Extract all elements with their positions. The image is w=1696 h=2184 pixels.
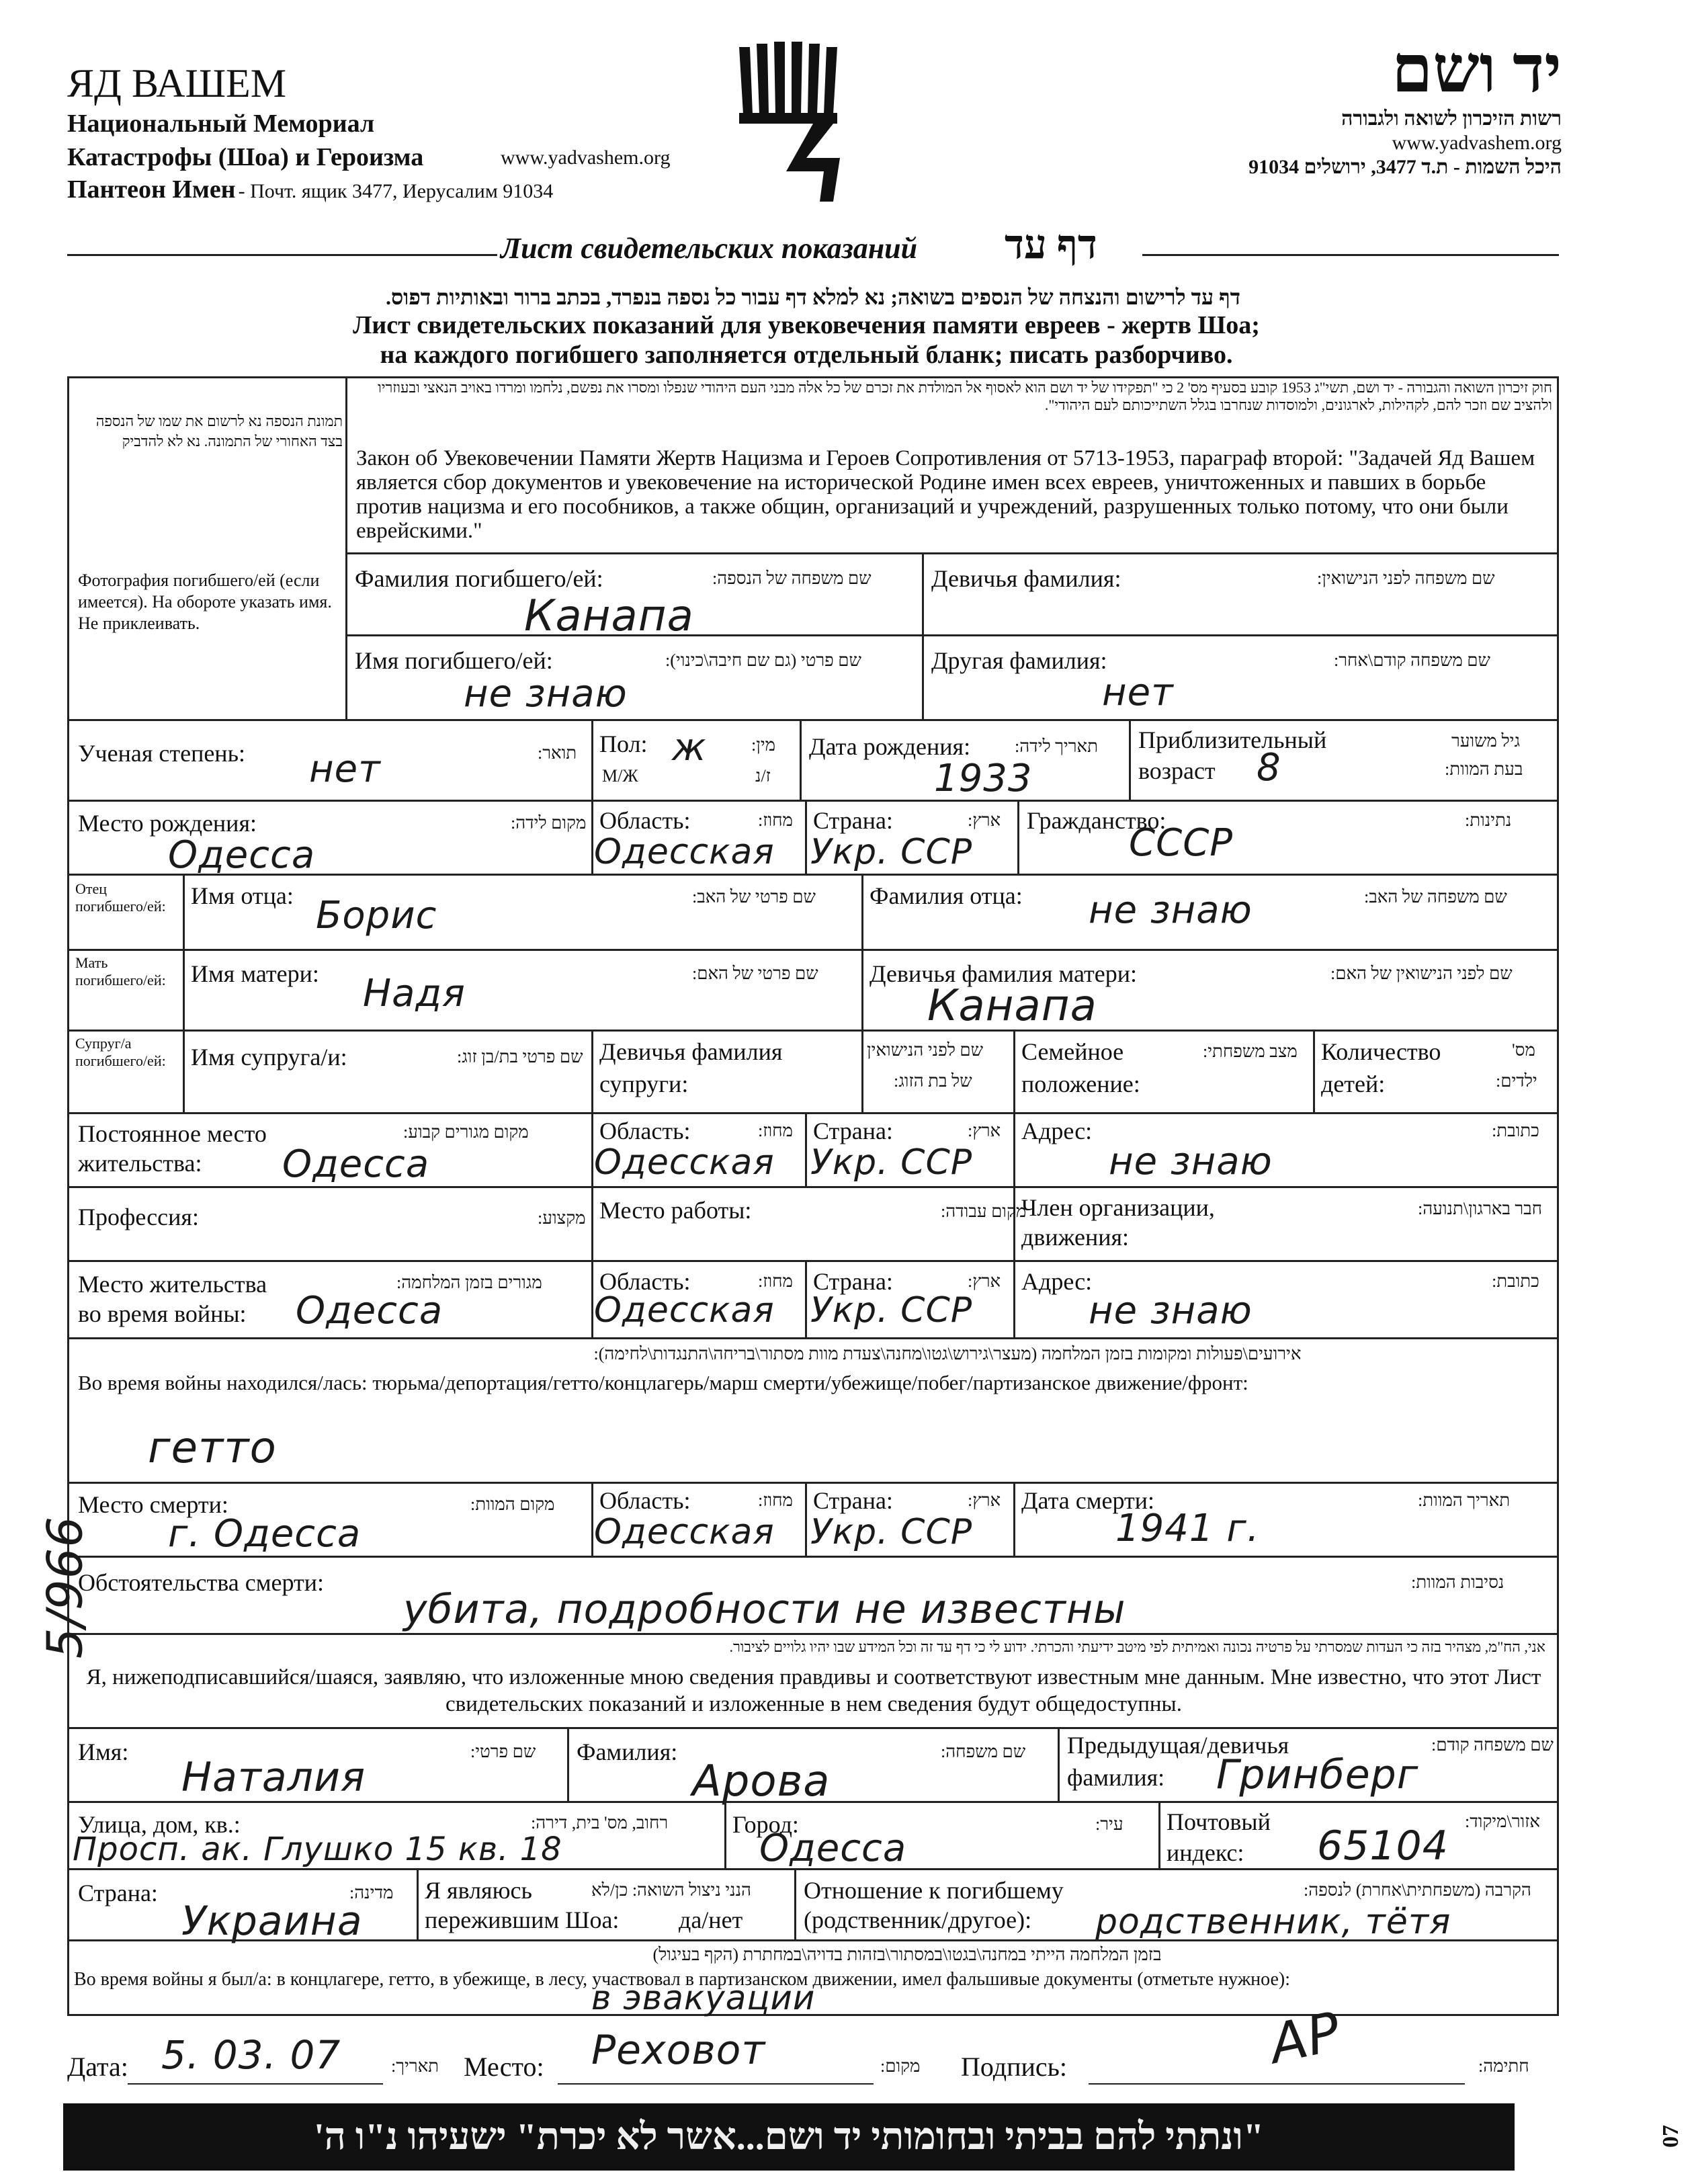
sign-signature-label: Подпись: xyxy=(961,2052,1068,2082)
sign-place-label-he: מקום: xyxy=(880,2056,921,2076)
death-region-label-he: מחוז: xyxy=(758,1490,793,1510)
row-line xyxy=(67,1556,1559,1558)
relation-label-1: Отношение к погибшему xyxy=(804,1877,1064,1904)
age-label-he-1: גיל משוער xyxy=(1451,731,1521,751)
member-label-he: חבר בארגון\תנועה: xyxy=(1418,1199,1543,1218)
col-line xyxy=(1129,719,1131,800)
death-country-value: Укр. ССР xyxy=(810,1512,973,1552)
col-line xyxy=(567,1727,569,1801)
member-label-1: Член организации, xyxy=(1021,1194,1215,1221)
birthplace-label: Место рождения: xyxy=(78,810,257,837)
col-line xyxy=(794,1868,796,1939)
sex-sub-label: М/Ж xyxy=(602,766,638,786)
workplace-label-he: מקום עבודה: xyxy=(941,1202,1027,1221)
residence-region-label: Область: xyxy=(599,1118,691,1144)
relation-value: родственник, тётя xyxy=(1095,1902,1451,1942)
wartime-address-value: не знаю xyxy=(1089,1289,1253,1333)
submitter-surname-label-he: שם משפחה: xyxy=(941,1742,1026,1761)
title-rule-left xyxy=(67,254,497,256)
side-archive-number: 5/966 xyxy=(36,1515,93,1659)
wartime-events-label: Во время войны находился/лась: тюрьма/депортация/гетто/концлагерь/марш смерти/убежище/побег/партизанское движение/фронт: xyxy=(78,1371,1248,1394)
death-region-value: Одесская xyxy=(594,1512,775,1552)
instructions-ru-2: на каждого погибшего заполняется отдельный бланк; писать разборчиво. xyxy=(380,341,1233,369)
instructions-he: דף עד לרישום והנצחה של הנספים בשואה; נא למלא דף עבור כל נספה בנפרד, בכתב ברור ובאותיות דפוס. xyxy=(385,285,1241,309)
citizenship-value: СССР xyxy=(1129,821,1234,865)
residence-address-label-he: כתובת: xyxy=(1492,1121,1539,1140)
wartime-label-he: מגורים בזמן המלחמה: xyxy=(396,1273,542,1292)
father-surname-label-he: שם משפחה של האב: xyxy=(1364,887,1507,907)
spouse-maiden-label-he-2: של בת הזוג: xyxy=(894,1071,972,1091)
row-line xyxy=(67,1112,1559,1114)
family-status-label-1: Семейное xyxy=(1021,1038,1124,1065)
title-rule-right xyxy=(1142,254,1559,256)
age-label-he-2: בעת המוות: xyxy=(1445,759,1523,779)
submitter-street-label-he: רחוב, מס' בית, דירה: xyxy=(531,1813,669,1833)
degree-label: Ученая степень: xyxy=(78,740,245,767)
col-line xyxy=(1058,1727,1060,1801)
submitter-surname-value: Арова xyxy=(692,1757,831,1806)
col-line xyxy=(417,1868,419,1939)
photo-divider xyxy=(345,376,347,719)
submitter-street-label: Улица, дом, кв.: xyxy=(78,1811,241,1838)
row-line xyxy=(67,1801,1559,1803)
submitter-war-label-he: בזמן המלחמה הייתי במחנה\בגטו\במסתור\בזהות בדויה\במחתרת (הקף בעיגול) xyxy=(652,1945,1162,1964)
residence-address-label: Адрес: xyxy=(1021,1118,1093,1144)
form-title-ru: Лист свидетельских показаний xyxy=(501,232,918,265)
birth-country-label-he: ארץ: xyxy=(968,810,1001,830)
sex-label-he: מין: xyxy=(751,735,776,755)
law-text-he: חוק זיכרון השואה והגבורה - יד ושם, תשי"ג 1953 קובע בסעיף מס' 2 כי "תפקידו של יד ושם הוא לאסוף אל המולדת את זכרם של כל אלה מבני העם היהודי שנפלו ומסרו את נפשם, נלחמו ומרדו באויב הנאצי ובעוזריו ולהציב שם וזכר להם, לקהילות, לארגונים, ולמוסדות שנחרבו בגלל השתייכותם לעם היהודי". xyxy=(378,379,1552,413)
instructions-ru-1: Лист свидетельских показаний для увековечения памяти евреев - жертв Шоа; xyxy=(353,311,1260,339)
row-line xyxy=(67,874,1559,876)
col-line xyxy=(1013,1030,1015,1112)
row-line xyxy=(67,1260,1559,1262)
row-line xyxy=(67,1633,1559,1635)
father-surname-value: не знаю xyxy=(1089,888,1253,932)
survivor-label-he: הנני ניצול השואה: כן/לא xyxy=(591,1880,752,1900)
row-line xyxy=(67,1868,1559,1870)
ru-url: www.yadvashem.org xyxy=(501,146,671,169)
submitter-city-label-he: עיר: xyxy=(1095,1814,1123,1834)
ru-org-title: ЯД ВАШЕМ xyxy=(67,61,287,106)
citizenship-label: Гражданство: xyxy=(1027,807,1167,834)
other-surname-value: нет xyxy=(1102,671,1174,714)
photo-instruction-ru: Фотография погибшего/ей (если имеется). На обороте указать имя. Не приклеивать. xyxy=(78,571,332,633)
wartime-label-1: Место жительства xyxy=(78,1271,267,1298)
survivor-options[interactable]: да/нет xyxy=(679,1906,743,1933)
he-org-line2: היכל השמות - ת.ד 3477, ירושלים 91034 xyxy=(1248,156,1562,178)
wartime-country-value: Укр. ССР xyxy=(810,1290,973,1331)
col-line xyxy=(1013,1482,1015,1556)
birth-region-value: Одесская xyxy=(594,832,775,872)
yad-vashem-logo-icon xyxy=(732,40,874,208)
residence-address-value: не знаю xyxy=(1109,1140,1273,1183)
residence-region-value: Одесская xyxy=(594,1142,775,1183)
birth-region-label-he: מחוז: xyxy=(758,810,793,830)
death-circ-label: Обстоятельства смерти: xyxy=(78,1569,324,1596)
col-line xyxy=(805,1260,807,1337)
residence-label-2: жительства: xyxy=(78,1150,202,1177)
death-region-label: Область: xyxy=(599,1487,691,1514)
residence-country-label: Страна: xyxy=(813,1118,893,1144)
signature-underline xyxy=(1089,2083,1465,2085)
victim-surname-label-he: שם משפחה של הנספה: xyxy=(712,569,872,588)
wartime-country-label-he: ארץ: xyxy=(968,1271,1001,1291)
submitter-street-value: Просп. ак. Глушко 15 кв. 18 xyxy=(73,1831,562,1868)
sign-date-label-he: תאריך: xyxy=(391,2056,439,2076)
submitter-city-value: Одесса xyxy=(759,1826,907,1870)
submitter-prev-value: Гринберг xyxy=(1216,1751,1419,1798)
death-place-value: г. Одесса xyxy=(168,1512,362,1556)
children-label-2: детей: xyxy=(1321,1070,1386,1097)
col-line xyxy=(805,1112,807,1186)
victim-surname-label: Фамилия погибшего/ей: xyxy=(355,565,603,592)
member-label-2: движения: xyxy=(1021,1224,1130,1251)
victim-name-value: не знаю xyxy=(464,672,628,716)
submitter-zip-label-he: אזור\מיקוד: xyxy=(1465,1812,1541,1831)
row-line xyxy=(67,1727,1559,1729)
row-line xyxy=(67,1337,1559,1339)
residence-country-value: Укр. ССР xyxy=(810,1142,973,1183)
death-date-label: Дата смерти: xyxy=(1021,1487,1155,1514)
birth-region-label: Область: xyxy=(599,807,691,834)
row-line xyxy=(67,1939,1559,1941)
other-surname-label-he: שם משפחה קודם\אחר: xyxy=(1334,650,1490,670)
age-label-2: возраст xyxy=(1138,757,1216,784)
he-url: www.yadvashem.org xyxy=(1392,132,1562,154)
spouse-name-label-he: שם פרטי בת/בן זוג: xyxy=(457,1047,583,1066)
col-line xyxy=(800,719,802,800)
survivor-label-2: пережившим Шоа: xyxy=(425,1906,620,1933)
submitter-country-value: Украина xyxy=(181,1898,363,1945)
death-place-label: Место смерти: xyxy=(78,1491,228,1518)
sign-place-underline xyxy=(558,2083,874,2085)
relation-label-he: הקרבה (משפחתית\אחרת) לנספה: xyxy=(1304,1880,1531,1900)
wartime-region-label-he: מחוז: xyxy=(758,1271,793,1291)
degree-label-he: תואר: xyxy=(538,743,577,763)
victim-name-label-he: שם פרטי (גם שם חיבה\כינוי): xyxy=(665,650,861,670)
victim-maiden-label: Девичья фамилия: xyxy=(931,565,1121,592)
death-country-label-he: ארץ: xyxy=(968,1490,1001,1510)
sign-place-label: Место: xyxy=(464,2052,544,2082)
submitter-country-label-he: מדינה: xyxy=(349,1883,394,1902)
mother-name-value: Надя xyxy=(363,972,466,1015)
col-line xyxy=(591,719,593,800)
workplace-label: Место работы: xyxy=(599,1197,752,1224)
mother-name-label: Имя матери: xyxy=(191,960,319,987)
profession-label: Профессия: xyxy=(78,1204,199,1230)
row-line xyxy=(345,552,1559,554)
ru-org-line1: Национальный Мемориал xyxy=(67,110,375,138)
col-line xyxy=(1013,1260,1015,1337)
mother-maiden-label: Девичья фамилия матери: xyxy=(870,960,1138,987)
col-line xyxy=(591,1482,593,1556)
submitter-zip-value: 65104 xyxy=(1317,1822,1449,1870)
submitter-city-label: Город: xyxy=(732,1811,799,1838)
submitter-zip-label-1: Почтовый xyxy=(1167,1808,1271,1835)
relation-label-2: (родственник/другое): xyxy=(804,1906,1032,1933)
victim-surname-value: Канапа xyxy=(524,591,694,641)
form-title-he: דף עד xyxy=(1005,222,1097,267)
submitter-war-label: Во время войны я был/а: в концлагере, гетто, в убежище, в лесу, участвовал в партизанском движении, имел фальшивые документы (отметьте нужное): xyxy=(74,1969,1291,1990)
row-line xyxy=(345,634,1559,636)
wartime-address-label-he: כתובת: xyxy=(1492,1271,1539,1291)
spouse-name-label: Имя супруга/и: xyxy=(191,1044,347,1070)
col-line xyxy=(1017,800,1019,874)
col-line xyxy=(861,874,863,1112)
birthplace-label-he: מקום לידה: xyxy=(511,813,587,833)
col-line xyxy=(591,800,593,874)
residence-label-he: מקום מגורים קבוע: xyxy=(403,1122,529,1142)
spouse-maiden-label-he-1: שם לפני הנישואין xyxy=(867,1040,984,1060)
birth-country-value: Укр. ССР xyxy=(810,832,973,872)
ru-org-line3-wrap xyxy=(67,175,553,204)
age-label-1: Приблизительный xyxy=(1138,726,1327,753)
signature-value: АР xyxy=(1264,2000,1347,2076)
death-country-label: Страна: xyxy=(813,1487,893,1514)
declaration-he: אני, הח"מ, מצהיר בזה כי העדות שמסרתי על פרטיה נכונה ואמיתית לפי מיטב ידיעתי והכרתי. ידוע לי כי דף עד זה וכל המידע שבו יהיו גלויים לציבור. xyxy=(729,1638,1545,1655)
spouse-maiden-label-1: Девичья фамилия xyxy=(599,1038,783,1065)
col-line xyxy=(591,1112,593,1186)
death-circ-label-he: נסיבות המוות: xyxy=(1411,1572,1504,1592)
he-org-title: יד ושם xyxy=(1392,34,1562,106)
spouse-maiden-label-2: супруги: xyxy=(599,1070,689,1097)
col-line xyxy=(591,1186,593,1260)
sign-date-underline xyxy=(128,2083,383,2085)
wartime-label-2: во время войны: xyxy=(78,1300,247,1327)
family-status-label-he: מצב משפחתי: xyxy=(1203,1042,1298,1061)
ru-org-line2: Катастрофы (Шоа) и Героизма xyxy=(67,143,424,171)
row-line xyxy=(67,1482,1559,1484)
sex-sub-label-he: ז/נ xyxy=(755,766,771,786)
birthdate-label-he: תאריך לידה: xyxy=(1015,737,1098,756)
wartime-country-label: Страна: xyxy=(813,1268,893,1295)
residence-country-label-he: ארץ: xyxy=(968,1121,1001,1140)
col-line xyxy=(591,1260,593,1337)
father-surname-label: Фамилия отца: xyxy=(870,882,1023,909)
residence-city-value: Одесса xyxy=(282,1142,430,1186)
father-side-label: Отец погибшего/ей: xyxy=(75,880,166,915)
photo-instruction-he: תמונת הנספה נא לרשום את שמו של הנספה בצד האחורי של התמונה. נא לא להדביק xyxy=(95,413,343,450)
citizenship-label-he: נתינות: xyxy=(1465,810,1512,830)
birthdate-label: Дата рождения: xyxy=(809,733,971,760)
col-line xyxy=(1158,1801,1160,1868)
submitter-country-label: Страна: xyxy=(78,1880,158,1906)
col-line xyxy=(1313,1030,1315,1112)
col-line xyxy=(805,800,807,874)
other-surname-label: Другая фамилия: xyxy=(931,647,1107,674)
submitter-name-value: Наталия xyxy=(181,1754,366,1801)
sign-place-value: Реховот xyxy=(591,2027,766,2074)
row-line xyxy=(67,1030,1559,1032)
death-circ-value: убита, подробности не известны xyxy=(403,1586,1126,1633)
death-place-label-he: מקום המוות: xyxy=(470,1495,555,1514)
children-label-he-1: מס' xyxy=(1512,1040,1535,1060)
row-line xyxy=(67,800,1559,802)
col-line xyxy=(805,1482,807,1556)
sign-date-label: Дата: xyxy=(67,2052,128,2082)
death-date-value: 1941 г. xyxy=(1115,1507,1260,1550)
degree-value: нет xyxy=(309,747,381,791)
mother-name-label-he: שם פרטי של האם: xyxy=(692,964,818,983)
wartime-city-value: Одесса xyxy=(296,1289,443,1333)
wartime-address-label: Адрес: xyxy=(1021,1268,1093,1295)
ru-org-line3: Пантеон Имен xyxy=(67,175,236,204)
victim-name-label: Имя погибшего/ей: xyxy=(355,647,553,674)
wartime-events-value: гетто xyxy=(148,1423,277,1473)
victim-maiden-label-he: שם משפחה לפני הנישואין: xyxy=(1317,569,1495,588)
submitter-zip-label-2: индекс: xyxy=(1167,1839,1244,1866)
sex-label: Пол: xyxy=(599,730,648,757)
spouse-side-label: Супруг/а погибшего/ей: xyxy=(75,1035,166,1069)
submitter-prev-label-1: Предыдущая/девичья xyxy=(1067,1732,1289,1759)
mother-maiden-value: Канапа xyxy=(927,981,1097,1031)
row-line xyxy=(67,719,1559,721)
residence-label-1: Постоянное место xyxy=(78,1120,267,1147)
he-org-line1: רשות הזיכרון לשואה ולגבורה xyxy=(1341,108,1562,130)
profession-label-he: מקצוע: xyxy=(538,1208,586,1228)
birth-country-label: Страна: xyxy=(813,807,893,834)
submitter-prev-label-he: שם משפחה קודם: xyxy=(1431,1735,1554,1755)
wartime-region-value: Одесская xyxy=(594,1290,775,1331)
sign-signature-label-he: חתימה: xyxy=(1478,2056,1529,2076)
birthdate-value: 1933 xyxy=(934,757,1033,800)
wartime-region-label: Область: xyxy=(599,1268,691,1295)
footer-corner-number: 07 xyxy=(1658,2125,1683,2148)
ru-org-address: - Почт. ящик 3477, Иерусалим 91034 xyxy=(238,180,554,202)
death-date-label-he: תאריך המוות: xyxy=(1418,1490,1511,1510)
col-line xyxy=(591,1030,593,1112)
col-line xyxy=(724,1801,726,1868)
children-label-1: Количество xyxy=(1321,1038,1441,1065)
father-name-value: Борис xyxy=(316,894,437,937)
submitter-prev-label-2: фамилия: xyxy=(1067,1764,1165,1791)
mother-side-label: Мать погибшего/ей: xyxy=(75,954,166,989)
submitter-surname-label: Фамилия: xyxy=(577,1738,678,1765)
declaration-ru: Я, нижеподписавшийся/шаяся, заявляю, что изложенные мною сведения правдивы и соответствуют известным мне данным. Мне известно, что этот Лист свидетельских показаний и изложенные в нем сведения будут общедоступны. xyxy=(86,1665,1541,1716)
survivor-label-1: Я являюсь xyxy=(425,1877,532,1904)
submitter-war-value: в эвакуации xyxy=(591,1978,816,2017)
residence-region-label-he: מחוז: xyxy=(758,1121,793,1140)
submitter-name-label: Имя: xyxy=(78,1738,129,1765)
submitter-name-label-he: שם פרטי: xyxy=(470,1742,536,1761)
family-status-label-2: положение: xyxy=(1021,1070,1140,1097)
father-name-label-he: שם פרטי של האב: xyxy=(692,887,816,907)
row-line xyxy=(67,1186,1559,1188)
father-name-label: Имя отца: xyxy=(191,882,294,909)
birthplace-value: Одесса xyxy=(168,833,316,877)
footer-quote-bar: "ונתתי להם בביתי ובחומותי יד ושם...אשר לא יכרת" ישעיהו נ"ו ה' xyxy=(63,2103,1515,2171)
sex-value: ж xyxy=(672,726,707,769)
age-value: 8 xyxy=(1257,746,1281,790)
row-line xyxy=(67,949,1559,951)
mother-maiden-label-he: שם לפני הנישואין של האם: xyxy=(1330,964,1513,983)
col-line xyxy=(183,874,185,1112)
law-text-ru: Закон об Увековечении Памяти Жертв Нацизма и Героев Сопротивления от 5713-1953, параграф второй: "Задачей Яд Вашем является сбор документов и увековечение на исторической Родине имен всех евреев, уничтоженных и павших в борьбе против нацизма и его пособников, а также общин, организаций и учреждений, разрушенных только потому, что они были еврейскими." xyxy=(356,446,1535,543)
children-label-he-2: ילדים: xyxy=(1496,1071,1537,1091)
wartime-events-label-he: אירועים\פעולות ומקומות בזמן המלחמה (מעצר\גירוש\גטו\מחנה\צעדת מוות מסתור\בריחה\התנגדות\לחימה): xyxy=(593,1344,1302,1363)
sign-date-value: 5. 03. 07 xyxy=(161,2032,341,2078)
